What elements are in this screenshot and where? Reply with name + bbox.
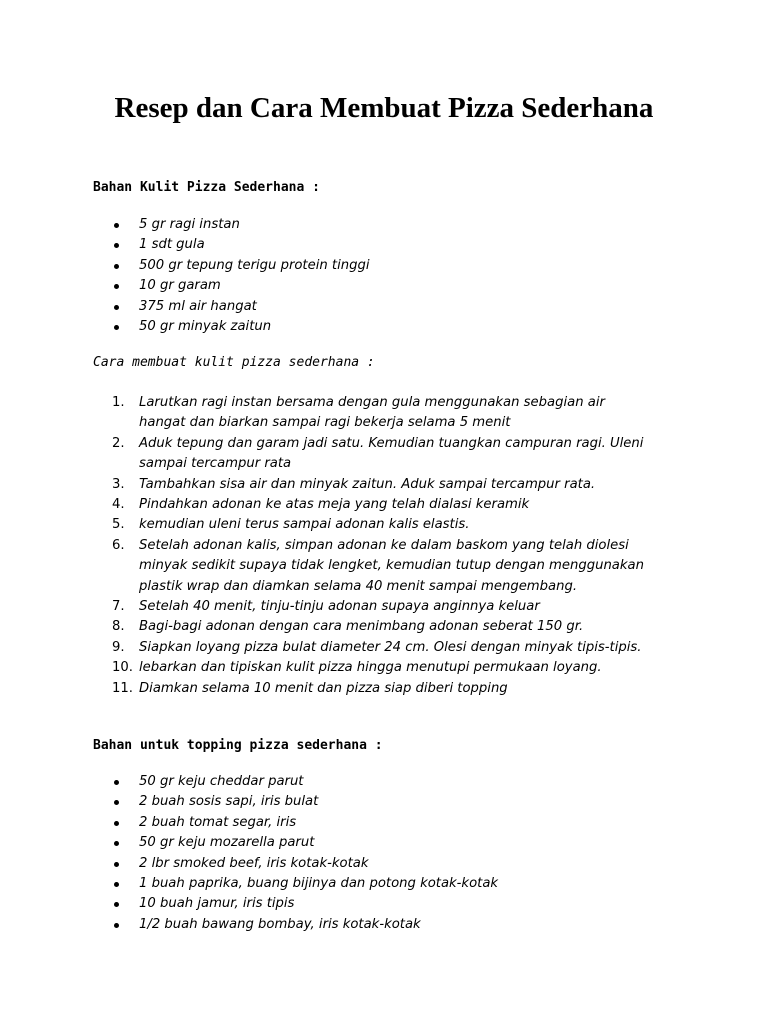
crust-steps-list (0, 393, 768, 699)
list-item: 2. Aduk tepung dan garam jadi satu. Kemudian tuangkan campuran ragi. Uleni sampai tercampur rata (112, 435, 644, 472)
list-item: 50 gr minyak zaitun (0, 317, 768, 337)
list-item: 3. Tambahkan sisa air dan minyak zaitun. Aduk sampai tercampur rata. (112, 476, 596, 492)
page-title: Resep dan Cara Membuat Pizza Sederhana (114, 92, 654, 124)
bullet-icon (114, 223, 119, 228)
list-item: 50 gr keju mozarella parut (0, 833, 768, 853)
list-item: 4. Pindahkan adonan ke atas meja yang telah dialasi keramik (112, 497, 530, 513)
bullet-icon (114, 264, 119, 269)
bullet-icon (114, 325, 119, 330)
list-item: 2 buah sosis sapi, iris bulat (0, 792, 768, 812)
bullet-icon (114, 305, 119, 310)
list-item: 1 buah paprika, buang bijinya dan potong kotak-kotak (0, 874, 768, 894)
list-item: 500 gr tepung terigu protein tinggi (0, 256, 768, 276)
list-item: 2 lbr smoked beef, iris kotak-kotak (0, 854, 768, 874)
bullet-icon (114, 841, 119, 846)
bullet-icon (114, 923, 119, 928)
list-item: 1/2 buah bawang bombay, iris kotak-kotak (0, 915, 768, 935)
list-item: 6. Setelah adonan kalis, simpan adonan ke dalam baskom yang telah diolesi minyak sedikit supaya tidak lengket, kemudian tutup dengan menggunakan plastik wrap dan diamkan selama 40 menit sampai mengembang. (112, 537, 644, 594)
bullet-icon (114, 882, 119, 887)
list-item: 50 gr keju cheddar parut (0, 772, 768, 792)
bullet-icon (114, 800, 119, 805)
bullet-icon (114, 862, 119, 867)
bullet-icon (114, 902, 119, 907)
crust-ingredients-heading: Bahan Kulit Pizza Sederhana : (93, 180, 320, 195)
crust-steps-heading: Cara membuat kulit pizza sederhana : (93, 355, 375, 370)
list-item: 8. Bagi-bagi adonan dengan cara menimbang adonan seberat 150 gr. (112, 619, 584, 635)
list-item: 9. Siapkan loyang pizza bulat diameter 24 cm. Olesi dengan minyak tipis-tipis. (112, 639, 642, 655)
bullet-icon (114, 243, 119, 248)
bullet-icon (114, 821, 119, 826)
bullet-icon (114, 780, 119, 785)
crust-ingredients-list (0, 215, 768, 337)
list-item: 10 gr garam (0, 276, 768, 296)
list-item: 2 buah tomat segar, iris (0, 813, 768, 833)
topping-ingredients-heading: Bahan untuk topping pizza sederhana : (93, 738, 383, 753)
list-item: 375 ml air hangat (0, 297, 768, 317)
list-item: 1. Larutkan ragi instan bersama dengan gula menggunakan sebagian air hangat dan biarkan sampai ragi bekerja selama 5 menit (112, 395, 605, 431)
topping-ingredients-list (0, 772, 768, 935)
list-item: 1 sdt gula (0, 235, 768, 255)
list-item: 11. Diamkan selama 10 menit dan pizza siap diberi topping (112, 680, 508, 696)
list-item: 5 gr ragi instan (0, 215, 768, 235)
list-item: 5. kemudian uleni terus sampai adonan kalis elastis. (112, 517, 470, 533)
list-item: 10 buah jamur, iris tipis (0, 894, 768, 914)
list-item: 10. lebarkan dan tipiskan kulit pizza hingga menutupi permukaan loyang. (112, 660, 602, 676)
bullet-icon (114, 284, 119, 289)
list-item: 7. Setelah 40 menit, tinju-tinju adonan supaya anginnya keluar (112, 599, 540, 615)
